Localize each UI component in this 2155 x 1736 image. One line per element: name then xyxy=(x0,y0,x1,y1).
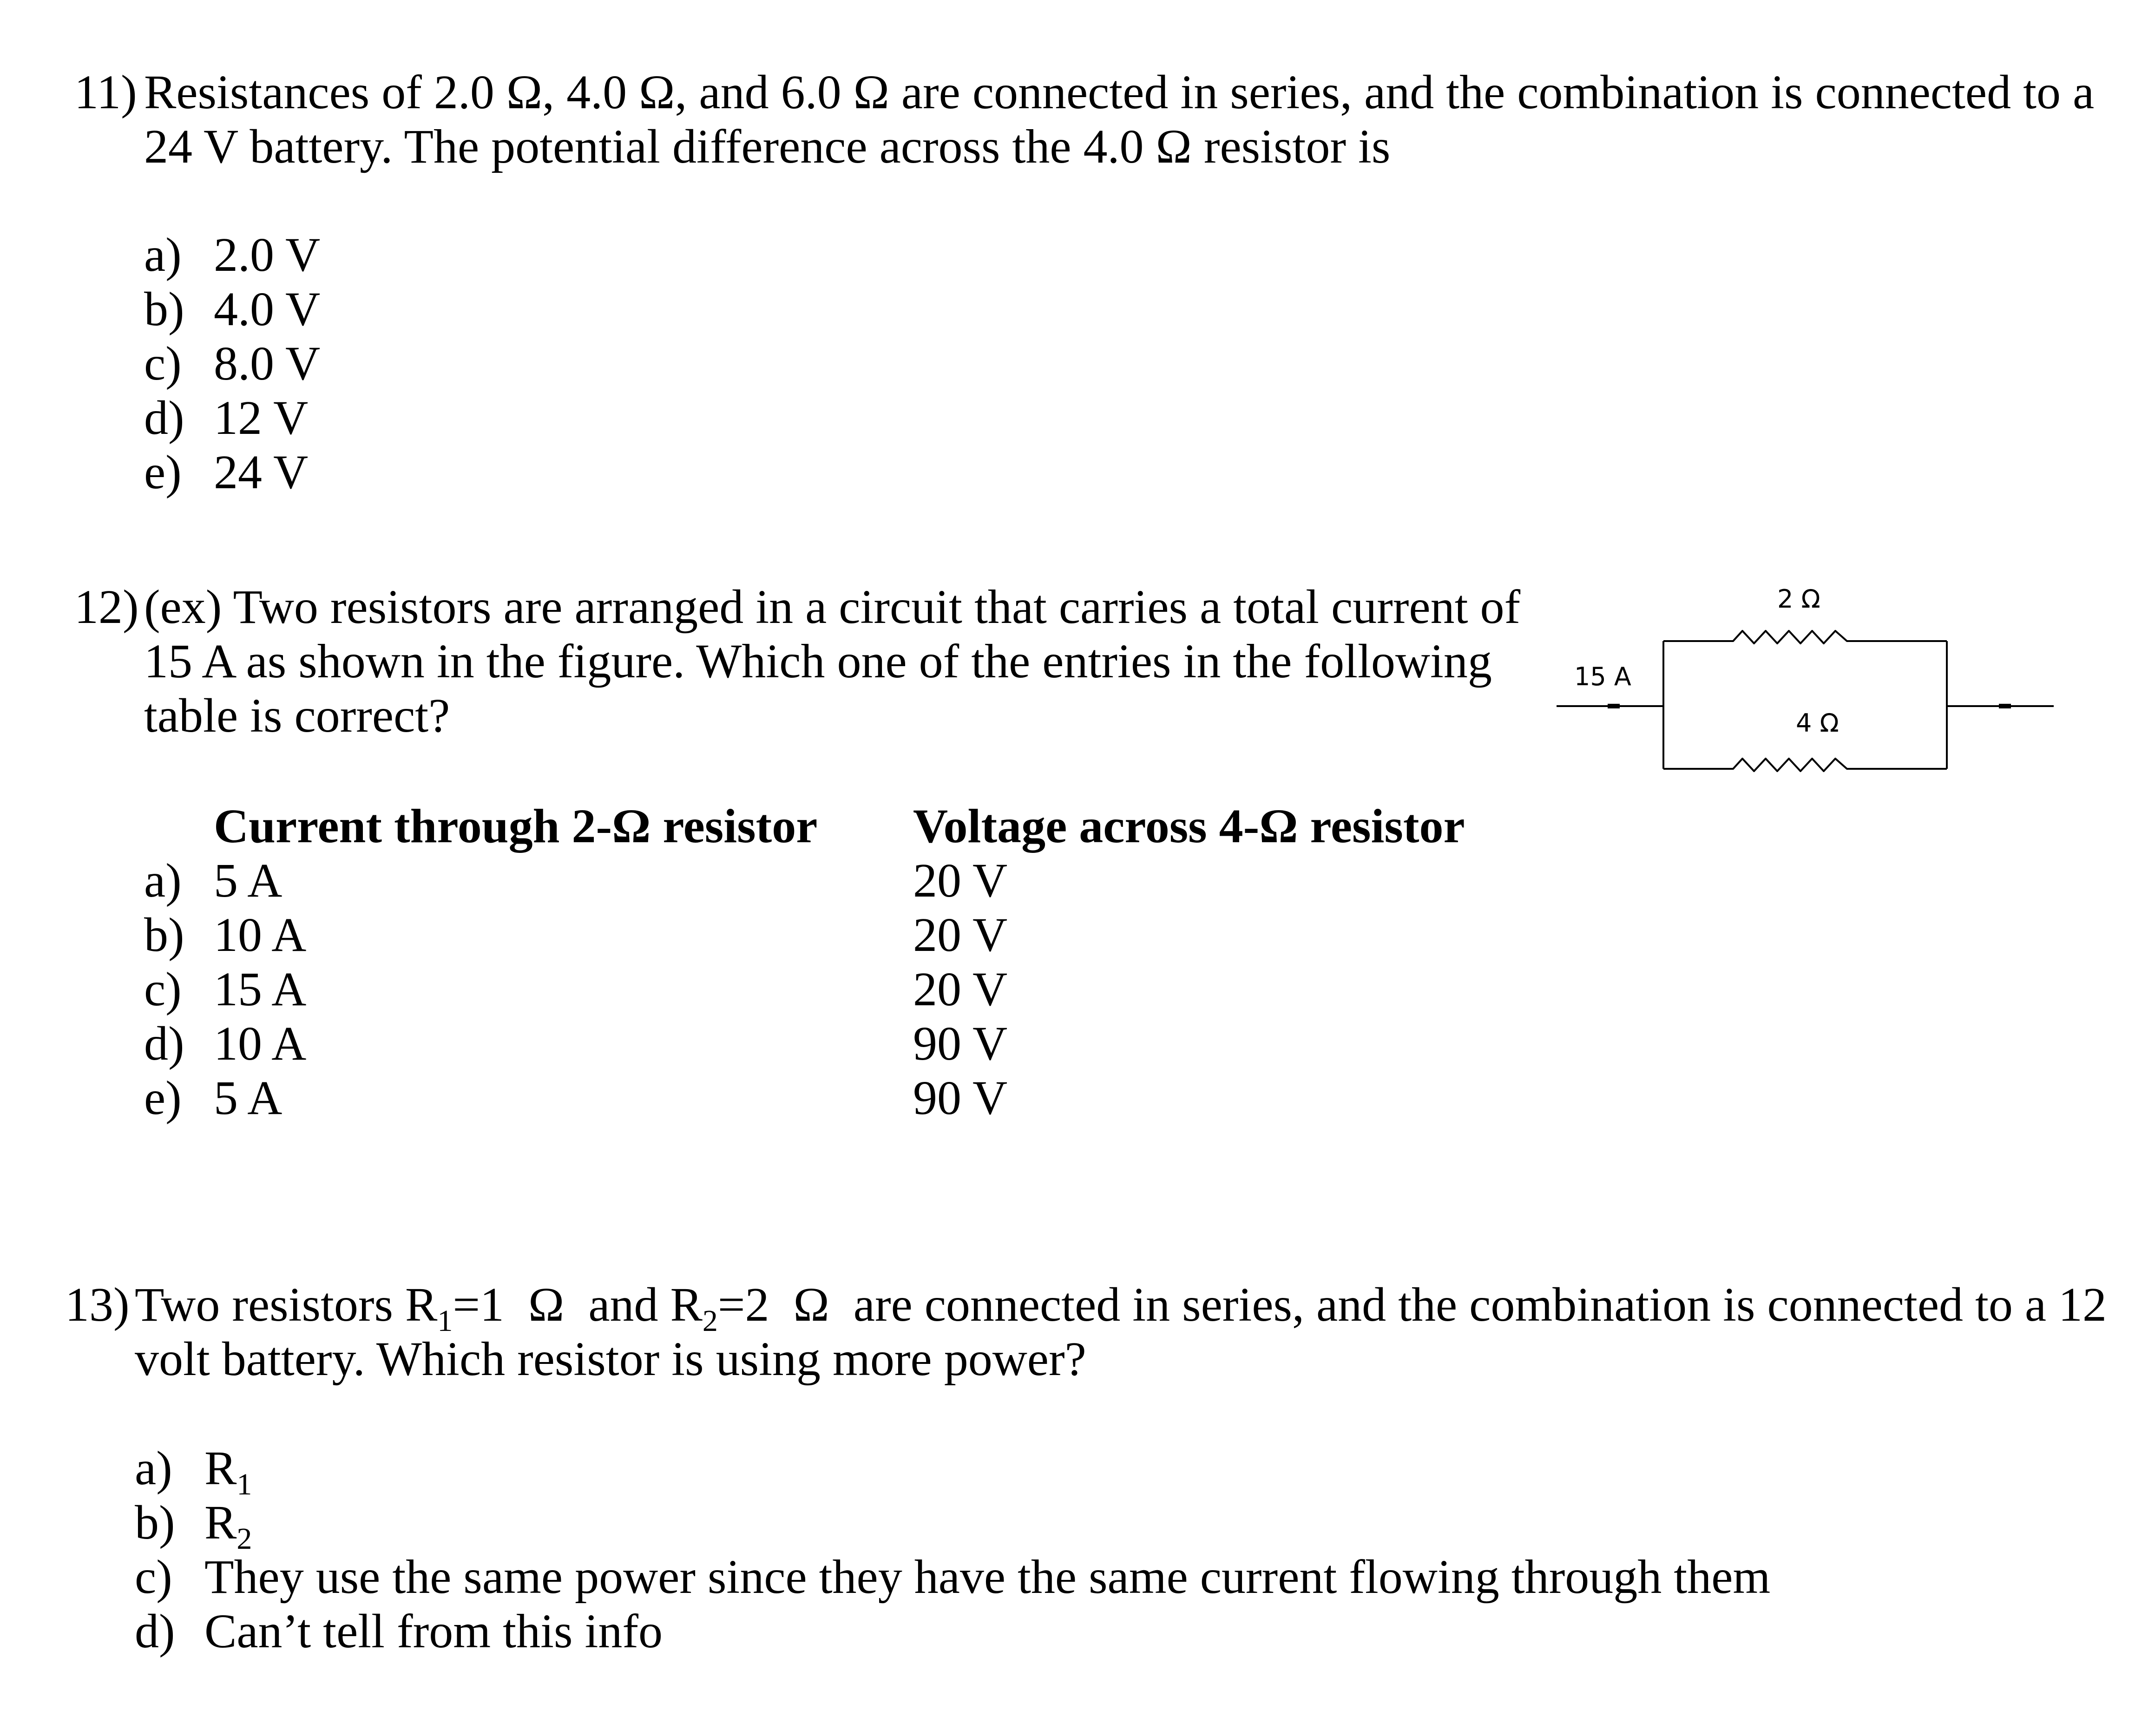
bottom-resistor-4-ohm xyxy=(1663,759,1947,771)
question-12 xyxy=(74,580,1521,747)
question-text-line-1: (ex) Two resistors are arranged in a circuit that carries a total current of xyxy=(144,580,1521,634)
answer-choice[interactable] xyxy=(144,282,516,336)
choice-text: 4.0 V xyxy=(214,282,321,336)
table-current-column xyxy=(144,799,841,1125)
answer-choice[interactable] xyxy=(144,228,516,282)
choice-letter: e) xyxy=(144,445,182,499)
answer-choice[interactable] xyxy=(135,1550,1993,1604)
top-resistor-label: 2 Ω xyxy=(1777,584,1820,614)
question-text-line-2: volt battery. Which resistor is using more power? xyxy=(135,1332,1086,1386)
choice-text: 24 V xyxy=(214,445,309,499)
choice-letter: c) xyxy=(135,1550,172,1604)
answer-choice[interactable] xyxy=(135,1604,1993,1658)
choice-letter: a) xyxy=(135,1441,172,1495)
question-text-line-1: Resistances of 2.0 Ω, 4.0 Ω, and 6.0 Ω are connected in series, and the combination is connected to a xyxy=(144,66,2095,119)
table-header-current: Current through 2-Ω resistor xyxy=(214,799,818,853)
current-value: 5 A xyxy=(214,1071,283,1125)
choice-letter: a) xyxy=(144,228,182,282)
choice-letter: c) xyxy=(144,963,182,1016)
current-value: 15 A xyxy=(214,963,307,1016)
question-text: Two resistors R xyxy=(135,1278,438,1331)
voltage-value: 90 V xyxy=(913,1017,1008,1070)
answer-choice[interactable] xyxy=(135,1441,1993,1501)
question-number: 11) xyxy=(74,66,137,119)
choice-letter: d) xyxy=(144,1017,184,1070)
choice-letter: a) xyxy=(144,854,182,907)
voltage-value: 90 V xyxy=(913,1071,1008,1125)
answer-choice[interactable] xyxy=(144,1071,841,1125)
question-text-line-2: 24 V battery. The potential difference across the 4.0 Ω resistor is xyxy=(144,120,1391,173)
voltage-value: 20 V xyxy=(913,908,1008,962)
choice-text: They use the same power since they have the same current flowing through them xyxy=(204,1550,1771,1604)
subscript: 2 xyxy=(237,1521,252,1556)
subscript: 2 xyxy=(702,1304,718,1338)
bottom-resistor-label: 4 Ω xyxy=(1796,708,1839,738)
current-value: 10 A xyxy=(214,1017,307,1070)
choice-text: 12 V xyxy=(214,391,309,445)
right-current-marker xyxy=(1999,704,2011,708)
choice-text: 8.0 V xyxy=(214,337,321,390)
subscript: 1 xyxy=(437,1304,453,1338)
answer-choice[interactable] xyxy=(144,391,516,445)
resistor-symbol: R xyxy=(204,1441,237,1495)
current-value: 10 A xyxy=(214,908,307,962)
question-number: 12) xyxy=(74,580,139,634)
answer-choice[interactable] xyxy=(144,336,516,391)
answer-choice[interactable] xyxy=(144,445,516,499)
resistor-symbol: R xyxy=(204,1496,237,1549)
current-label: 15 A xyxy=(1574,662,1631,691)
choice-letter: b) xyxy=(144,282,184,336)
choice-text: 2.0 V xyxy=(214,228,321,282)
circuit-diagram xyxy=(1543,576,2068,790)
choice-text: Can’t tell from this info xyxy=(204,1605,663,1658)
question-11 xyxy=(74,65,2119,177)
answer-choice[interactable] xyxy=(144,853,841,908)
question-13-choices xyxy=(135,1441,1993,1658)
current-value: 5 A xyxy=(214,854,283,907)
question-text: =1 Ω and R xyxy=(453,1278,703,1331)
table-voltage-column xyxy=(913,799,1517,1125)
table-header-voltage: Voltage across 4-Ω resistor xyxy=(913,799,1465,853)
question-number: 13) xyxy=(65,1278,130,1331)
top-resistor-2-ohm xyxy=(1663,631,1947,643)
answer-choice[interactable] xyxy=(144,908,841,962)
question-text-line-2: 15 A as shown in the figure. Which one of the entries in the following xyxy=(144,635,1492,688)
answer-choice[interactable] xyxy=(144,962,841,1016)
answer-choice[interactable] xyxy=(144,1016,841,1071)
question-text: =2 Ω are connected in series, and the combination is connected to a 12 xyxy=(717,1278,2107,1331)
choice-letter: b) xyxy=(135,1496,175,1549)
question-13 xyxy=(65,1277,2133,1389)
choice-letter: c) xyxy=(144,337,182,390)
choice-letter: d) xyxy=(135,1605,175,1658)
voltage-value: 20 V xyxy=(913,963,1008,1016)
question-text-line-3: table is correct? xyxy=(144,689,450,742)
choice-letter: d) xyxy=(144,391,184,445)
question-11-choices xyxy=(144,228,516,499)
left-current-marker xyxy=(1608,704,1620,708)
voltage-value: 20 V xyxy=(913,854,1008,907)
subscript: 1 xyxy=(237,1467,252,1501)
choice-letter: b) xyxy=(144,908,184,962)
choice-letter: e) xyxy=(144,1071,182,1125)
answer-choice[interactable] xyxy=(135,1495,1993,1556)
